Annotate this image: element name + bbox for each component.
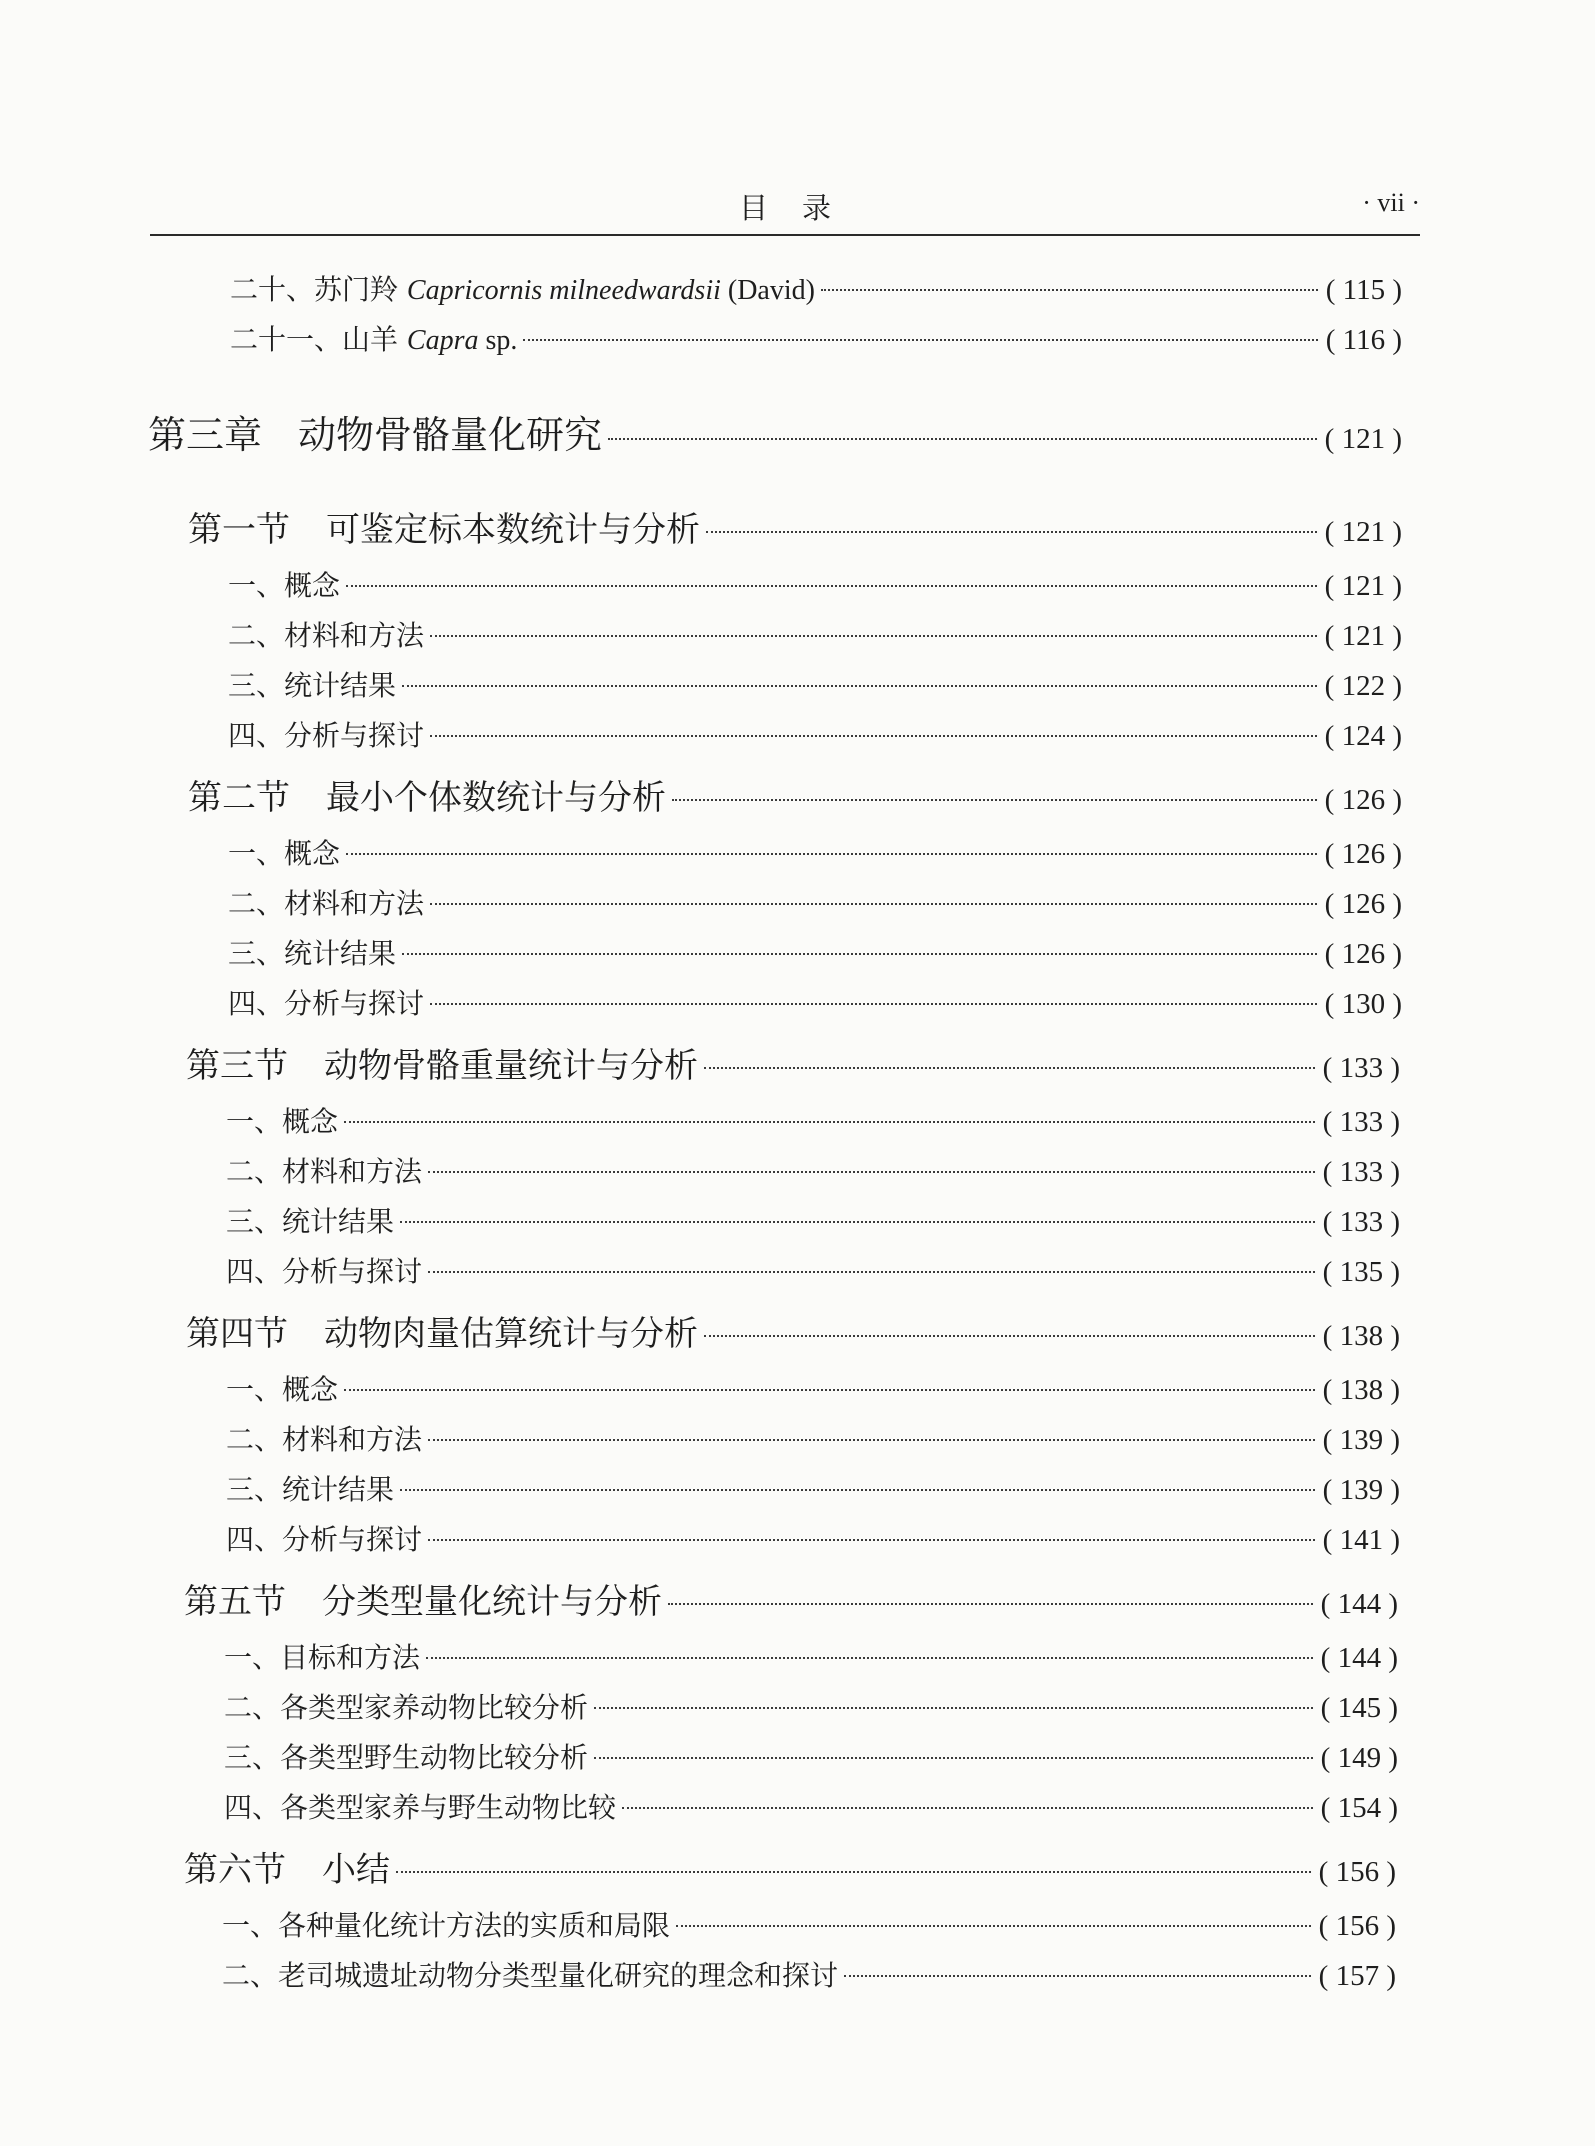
toc-item-species: Capra	[406, 325, 479, 356]
toc-item-page: ( 130 )	[1324, 988, 1402, 1020]
dot-leader	[428, 1539, 1315, 1541]
dot-leader	[608, 438, 1317, 440]
toc-section-page: ( 138 )	[1322, 1320, 1400, 1352]
dot-leader	[400, 1221, 1315, 1223]
toc-chapter	[148, 404, 1402, 459]
dot-leader	[402, 953, 1317, 955]
section-number: 第五节	[184, 1582, 286, 1622]
dot-leader	[428, 1439, 1315, 1441]
toc-item-label: 一、概念	[226, 1105, 339, 1138]
toc-item	[226, 1468, 1400, 1508]
dot-leader	[346, 853, 1317, 855]
toc-item-page: ( 144 )	[1320, 1642, 1398, 1674]
section-title: 可鉴定标本数统计与分析	[326, 510, 700, 550]
toc-item	[226, 1368, 1400, 1408]
toc-item	[226, 1150, 1400, 1190]
toc-section-page: ( 133 )	[1322, 1052, 1400, 1084]
toc-item-page: ( 121 )	[1324, 620, 1402, 652]
toc-item	[224, 1636, 1398, 1676]
chapter-number: 第三章	[148, 413, 263, 457]
toc-item-label: 三、各类型野生动物比较分析	[224, 1741, 589, 1774]
toc-item-serow	[230, 268, 1402, 308]
toc-section	[184, 1842, 1396, 1891]
toc-item-page: ( 156 )	[1318, 1910, 1396, 1942]
toc-item-page: ( 116 )	[1325, 324, 1402, 356]
toc-item-page: ( 138 )	[1322, 1374, 1400, 1406]
toc-item-label: 一、各种量化统计方法的实质和局限	[222, 1909, 671, 1942]
dot-leader	[594, 1757, 1313, 1759]
dot-leader	[344, 1121, 1315, 1123]
toc-chapter-page: ( 121 )	[1324, 423, 1402, 455]
toc-item-page: ( 122 )	[1324, 670, 1402, 702]
dot-leader	[594, 1707, 1313, 1709]
dot-leader	[706, 531, 1317, 533]
toc-item	[228, 564, 1402, 604]
section-title: 分类型量化统计与分析	[322, 1582, 662, 1622]
dot-leader	[346, 585, 1317, 587]
toc-item-page: ( 126 )	[1324, 838, 1402, 870]
toc-item-label: 二、老司城遗址动物分类型量化研究的理念和探讨	[222, 1959, 839, 1992]
toc-item-species: Capricornis milneedwardsii	[406, 275, 721, 306]
toc-item	[228, 882, 1402, 922]
toc-item	[228, 832, 1402, 872]
toc-item-page: ( 124 )	[1324, 720, 1402, 752]
toc-item-page: ( 133 )	[1322, 1106, 1400, 1138]
toc-section-label	[184, 1842, 390, 1891]
dot-leader	[704, 1067, 1315, 1069]
toc-item-authority: sp.	[478, 325, 518, 356]
toc-section-label	[186, 1038, 698, 1087]
toc-item	[226, 1418, 1400, 1458]
dot-leader	[430, 735, 1317, 737]
dot-leader	[668, 1603, 1313, 1605]
section-number: 第六节	[184, 1850, 286, 1890]
toc-item-label: 一、目标和方法	[224, 1641, 421, 1674]
running-header	[150, 178, 1420, 234]
toc-item	[226, 1200, 1400, 1240]
section-number: 第二节	[188, 778, 290, 818]
toc-section	[184, 1574, 1398, 1623]
toc-item-label: 三、统计结果	[226, 1473, 395, 1506]
toc-item-label: 二、材料和方法	[228, 619, 425, 652]
dot-leader	[402, 685, 1317, 687]
section-number: 第三节	[186, 1046, 288, 1086]
toc-item	[228, 932, 1402, 972]
toc-section-label	[188, 502, 700, 551]
toc-section-label	[184, 1574, 662, 1623]
dot-leader	[523, 339, 1317, 341]
dot-leader	[704, 1335, 1315, 1337]
toc-item	[224, 1686, 1398, 1726]
toc-item	[224, 1736, 1398, 1776]
toc-section-page: ( 121 )	[1324, 516, 1402, 548]
dot-leader	[428, 1271, 1315, 1273]
toc-item-page: ( 126 )	[1324, 938, 1402, 970]
toc-item-page: ( 135 )	[1322, 1256, 1400, 1288]
dot-leader	[676, 1925, 1311, 1927]
toc-item	[228, 664, 1402, 704]
toc-item-label: 三、统计结果	[228, 669, 397, 702]
toc-item	[222, 1904, 1396, 1944]
toc-item-label: 四、分析与探讨	[228, 719, 425, 752]
section-title: 最小个体数统计与分析	[326, 778, 666, 818]
toc-item-page: ( 145 )	[1320, 1692, 1398, 1724]
toc-item-label: 四、各类型家养与野生动物比较	[224, 1791, 617, 1824]
toc-section-page: ( 126 )	[1324, 784, 1402, 816]
section-title: 动物肉量估算统计与分析	[324, 1314, 698, 1354]
dot-leader	[426, 1657, 1313, 1659]
chapter-title: 动物骨骼量化研究	[298, 413, 603, 457]
header-title: 目录	[738, 191, 865, 225]
toc-item-page: ( 139 )	[1322, 1474, 1400, 1506]
toc-item-label: 三、统计结果	[228, 937, 397, 970]
toc-section	[186, 1038, 1400, 1087]
toc-item-authority: (David)	[720, 275, 815, 306]
dot-leader	[396, 1871, 1311, 1873]
toc-item-prefix: 二十、苏门羚	[230, 273, 407, 306]
toc-item-page: ( 139 )	[1322, 1424, 1400, 1456]
toc-section-page: ( 156 )	[1318, 1856, 1396, 1888]
toc-item-page: ( 157 )	[1318, 1960, 1396, 1992]
toc-section-label	[188, 770, 666, 819]
dot-leader	[430, 903, 1317, 905]
toc-chapter-label	[148, 404, 602, 459]
toc-item-page: ( 121 )	[1324, 570, 1402, 602]
toc-item	[226, 1250, 1400, 1290]
toc-item-page: ( 141 )	[1322, 1524, 1400, 1556]
toc-item-prefix: 二十一、山羊	[230, 323, 407, 356]
toc-item-page: ( 133 )	[1322, 1206, 1400, 1238]
dot-leader	[821, 289, 1318, 291]
toc-section-page: ( 144 )	[1320, 1588, 1398, 1620]
toc-section	[188, 770, 1402, 819]
toc-item-label: 三、统计结果	[226, 1205, 395, 1238]
toc-item-label: 二、材料和方法	[228, 887, 425, 920]
toc-item-label	[230, 318, 517, 358]
section-title: 动物骨骼重量统计与分析	[324, 1046, 698, 1086]
section-number: 第一节	[188, 510, 290, 550]
toc-item-label: 一、概念	[228, 569, 341, 602]
toc-item-label: 四、分析与探讨	[226, 1255, 423, 1288]
dot-leader	[622, 1807, 1313, 1809]
toc-item-page: ( 149 )	[1320, 1742, 1398, 1774]
dot-leader	[430, 635, 1317, 637]
toc-item-label: 四、分析与探讨	[228, 987, 425, 1020]
toc-item	[226, 1100, 1400, 1140]
dot-leader	[672, 799, 1317, 801]
section-number: 第四节	[186, 1314, 288, 1354]
dot-leader	[430, 1003, 1317, 1005]
toc-item-label: 四、分析与探讨	[226, 1523, 423, 1556]
dot-leader	[400, 1489, 1315, 1491]
toc-section	[186, 1306, 1400, 1355]
dot-leader	[344, 1389, 1315, 1391]
toc-item-label: 一、概念	[226, 1373, 339, 1406]
toc-item-label: 一、概念	[228, 837, 341, 870]
toc-item-label: 二、材料和方法	[226, 1423, 423, 1456]
dot-leader	[844, 1975, 1311, 1977]
toc-item-goat	[230, 318, 1402, 358]
toc-item	[224, 1786, 1398, 1826]
toc-section	[188, 502, 1402, 551]
toc-item	[226, 1518, 1400, 1558]
toc-item-page: ( 133 )	[1322, 1156, 1400, 1188]
dot-leader	[428, 1171, 1315, 1173]
toc-item-page: ( 115 )	[1325, 274, 1402, 306]
toc-item	[222, 1954, 1396, 1994]
toc-item-page: ( 154 )	[1320, 1792, 1398, 1824]
toc-item-label: 二、各类型家养动物比较分析	[224, 1691, 589, 1724]
toc-item-label: 二、材料和方法	[226, 1155, 423, 1188]
header-rule	[150, 234, 1420, 236]
toc-item-page: ( 126 )	[1324, 888, 1402, 920]
header-page-number: · vii ·	[1362, 188, 1420, 217]
toc-item	[228, 982, 1402, 1022]
toc-item	[228, 714, 1402, 754]
toc-section-label	[186, 1306, 698, 1355]
toc-item	[228, 614, 1402, 654]
section-title: 小结	[322, 1850, 390, 1890]
toc-item-label	[230, 268, 815, 308]
